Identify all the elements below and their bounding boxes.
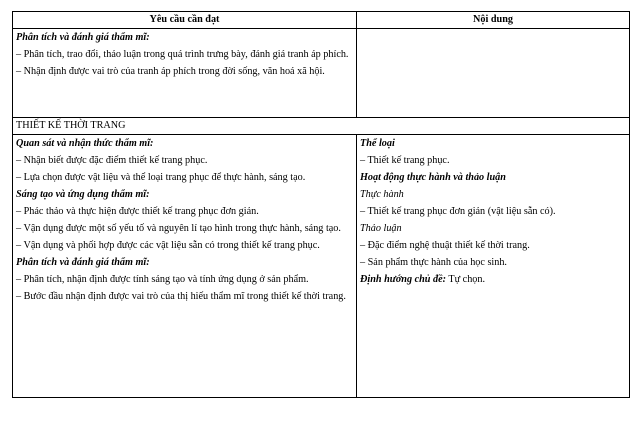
- section-title: THIẾT KẾ THỜI TRANG: [13, 118, 630, 135]
- list-item: – Bước đầu nhận định được vai trò của thị hiếu thẩm mĩ trong thiết kế thời trang.: [16, 291, 346, 302]
- theme-line: [360, 271, 626, 288]
- requirements-cell: [13, 29, 357, 118]
- theme-label: Định hướng chủ đề:: [360, 274, 447, 285]
- list-item: – Phác thảo và thực hiện được thiết kế trang phục đơn giản.: [16, 206, 259, 217]
- section-heading: Phân tích và đánh giá thẩm mĩ:: [16, 257, 150, 268]
- list-item: – Thiết kế trang phục đơn giản (vật liệu sẵn có).: [360, 206, 556, 217]
- content-subheading: Thực hành: [360, 189, 404, 200]
- table-header-row: [13, 12, 630, 29]
- section-heading: Quan sát và nhận thức thẩm mĩ:: [16, 138, 154, 149]
- document-page: [12, 11, 623, 398]
- requirements-cell: [13, 135, 357, 398]
- curriculum-table: [12, 11, 630, 398]
- list-item: – Lựa chọn được vật liệu và thể loại trang phục để thực hành, sáng tạo.: [16, 172, 306, 183]
- content-heading: Hoạt động thực hành và thảo luận: [360, 172, 506, 183]
- list-item: – Nhận biết được đặc điểm thiết kế trang phục.: [16, 155, 208, 166]
- section-heading: Phân tích và đánh giá thẩm mĩ:: [16, 32, 150, 43]
- content-subheading: Thảo luận: [360, 223, 402, 234]
- list-item: – Đặc điểm nghệ thuật thiết kế thời trang.: [360, 240, 530, 251]
- table-row: [13, 118, 630, 135]
- list-item: – Vận dụng được một số yếu tố và nguyên lí tạo hình trong thực hành, sáng tạo.: [16, 223, 341, 234]
- content-heading: Thể loại: [360, 138, 395, 149]
- list-item: – Nhận định được vai trò của tranh áp phích trong đời sống, văn hoá xã hội.: [16, 66, 325, 77]
- header-requirements: Yêu cầu cần đạt: [13, 12, 357, 29]
- content-cell: [357, 29, 630, 118]
- section-heading: Sáng tạo và ứng dụng thẩm mĩ:: [16, 189, 150, 200]
- table-row: [13, 29, 630, 118]
- content-cell: [357, 135, 630, 398]
- list-item: – Vận dụng và phối hợp được các vật liệu sẵn có trong thiết kế trang phục.: [16, 240, 320, 251]
- list-item: – Sản phẩm thực hành của học sinh.: [360, 257, 507, 268]
- list-item: – Phân tích, trao đổi, thảo luận trong quá trình trưng bày, đánh giá tranh áp phích.: [16, 49, 349, 60]
- header-content: Nội dung: [357, 12, 630, 29]
- list-item: – Thiết kế trang phục.: [360, 155, 450, 166]
- table-row: [13, 135, 630, 398]
- theme-value: Tự chọn.: [446, 274, 486, 285]
- list-item: – Phân tích, nhận định được tính sáng tạo và tính ứng dụng ở sản phẩm.: [16, 274, 309, 285]
